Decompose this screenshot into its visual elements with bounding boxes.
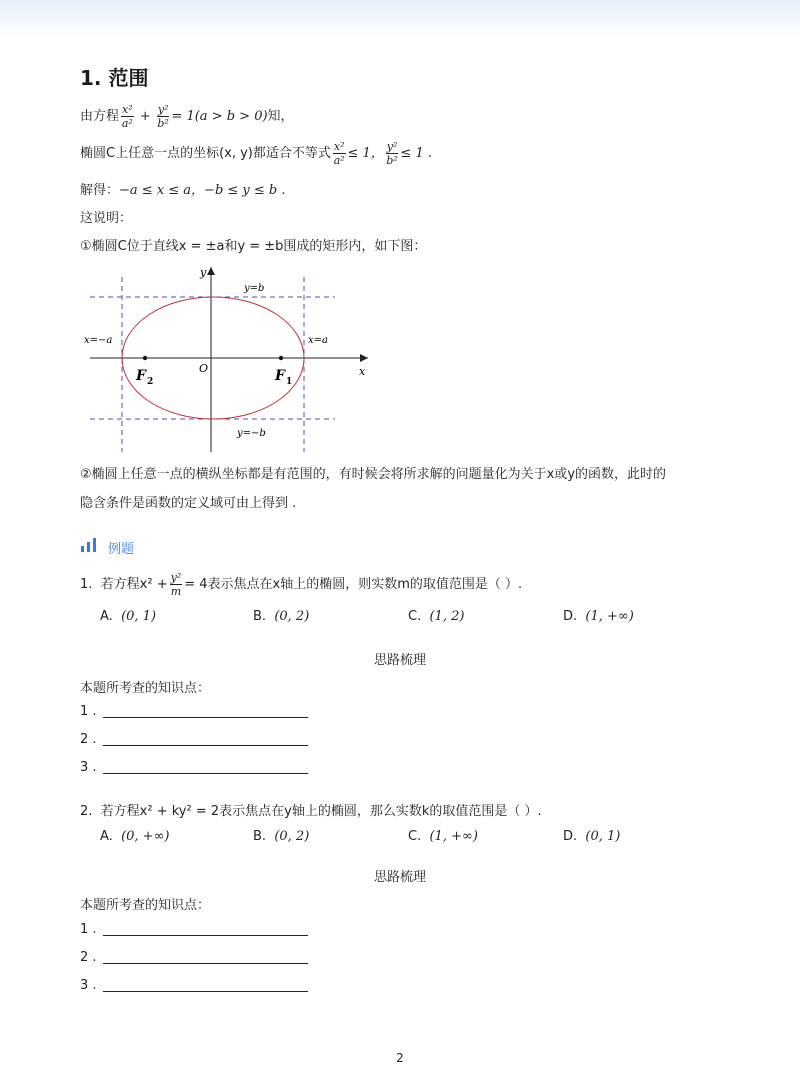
label-x-eq-neg-a: x=−a [84,335,113,346]
point-2-line-2: 隐含条件是函数的定义域可由上得到 . [80,496,297,511]
intro-line-4: 这说明： [80,211,133,226]
q1-blank-2-field[interactable] [103,745,308,746]
focus-f2-dot [143,356,147,360]
intro-line1-suffix: 知， [267,109,294,124]
q2-blank-3-label: 3 . [80,978,97,993]
focus-f1-sub: 1 [286,377,293,387]
fraction-x2-a2-ineq: $\frac{\text{x²}}{\text{a²}}$ [333,140,345,167]
focus-f1-dot [279,356,283,360]
fraction-x2-a2: $\frac{\text{x²}}{\text{a²}}$ [121,103,133,130]
q1-blank-1-field[interactable] [103,717,308,718]
label-x-eq-a: x=a [308,335,328,346]
q1-thinking-title: 思路梳理 [373,653,426,668]
y-axis-label: y [200,266,207,279]
y-axis-arrow [207,267,215,275]
point-1-text: ①椭圆C位于直线x = ±a和y = ±b围成的矩形内，如下图： [80,239,427,254]
q2-option-c[interactable]: C. (1, +∞) [408,829,478,844]
q1-blank-3-label: 3 . [80,760,97,775]
top-gradient-band [0,0,800,42]
bar-chart-icon [81,538,97,552]
fraction-y2-b2-ineq: $\frac{\text{y²}}{\text{b²}}$ [386,140,398,167]
intro-line2-ineq1: ≤ 1， [347,146,384,161]
q2-knowledge-label: 本题所考查的知识点： [80,898,211,913]
example-header-label: 例题 [108,542,135,557]
q1-blank-2-label: 2 . [80,732,97,747]
q2-option-a[interactable]: A. (0, +∞) [100,829,170,844]
focus-f1-label: F [275,368,285,384]
origin-label: O [199,362,209,375]
q1-blank-1-label: 1 . [80,704,97,719]
q1-option-b[interactable]: B. (0, 2) [253,609,310,624]
q2-blank-3-field[interactable] [103,991,308,992]
focus-f2-sub: 2 [147,377,154,387]
intro-line1-eq: = 1(a > b > 0) [171,109,268,124]
point-2-line-1: ②椭圆上任意一点的横纵坐标都是有范围的，有时候会将所求解的问题量化为关于x或y的函数，此时的 [80,467,667,482]
q1-knowledge-label: 本题所考查的知识点： [80,681,211,696]
intro-line-3: 解得：−a ≤ x ≤ a，−b ≤ y ≤ b . [80,183,286,198]
solution-inequality: −a ≤ x ≤ a，−b ≤ y ≤ b . [119,183,286,198]
q2-option-b[interactable]: B. (0, 2) [253,829,310,844]
q2-blank-1-label: 1 . [80,922,97,937]
intro-line2-text: 椭圆C上任意一点的坐标(x, y)都适合不等式 [80,146,331,161]
ellipse-diagram [80,262,380,457]
question-1-stem: 1. 若方程x² + $\frac{\text{y²}}{m}$ = 4表示焦点在x轴上的椭圆，则实数m的取值范围是（ ）. [80,571,523,598]
q2-option-d[interactable]: D. (0, 1) [563,829,621,844]
page-number: 2 [396,1051,404,1065]
label-y-eq-neg-b: y=−b [237,428,266,439]
q2-thinking-title: 思路梳理 [373,870,426,885]
intro-line1-prefix: 由方程 [80,109,120,124]
fraction-y2-m: $\frac{\text{y²}}{m}$ [170,571,182,598]
label-y-eq-b: y=b [244,283,265,294]
q1-option-a[interactable]: A. (0, 1) [100,609,157,624]
x-axis-arrow [360,354,368,362]
focus-f2-label: F [136,368,146,384]
q2-blank-2-field[interactable] [103,963,308,964]
q2-blank-2-label: 2 . [80,950,97,965]
question-1-number: 1. [80,577,93,592]
q1-blank-3-field[interactable] [103,773,308,774]
question-2-stem: 2. 若方程x² + ky² = 2表示焦点在y轴上的椭圆，那么实数k的取值范围是（ ）. [80,804,542,819]
q2-blank-1-field[interactable] [103,935,308,936]
question-2-number: 2. [80,804,93,819]
intro-line2-ineq2: ≤ 1 . [400,146,432,161]
intro-line-1: 由方程 $\frac{\text{x²}}{\text{a²}}$ + $\frac{\text{y²}}{\text{b²}}$ = 1(a > b > 0)知， [80,103,294,130]
x-axis-label: x [359,365,366,378]
fraction-y2-b2: $\frac{\text{y²}}{\text{b²}}$ [157,103,169,130]
intro-line-2 [80,137,432,171]
q1-option-d[interactable]: D. (1, +∞) [563,609,634,624]
section-title: 1. 范围 [80,66,149,90]
q1-option-c[interactable]: C. (1, 2) [408,609,465,624]
